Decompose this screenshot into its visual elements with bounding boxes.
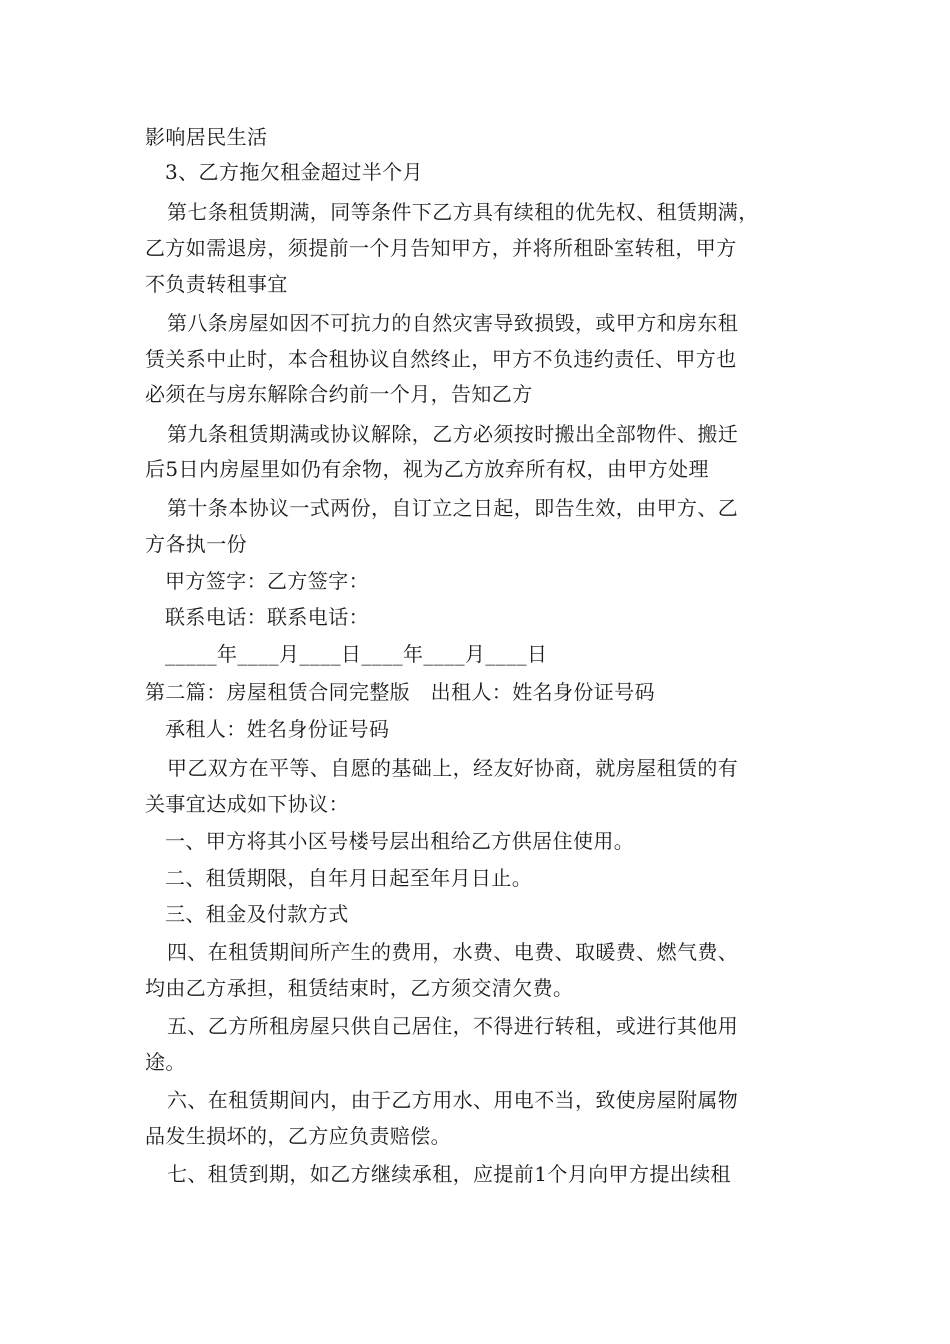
text-line: 第八条房屋如因不可抗力的自然灾害导致损毁，或甲方和房东租 bbox=[167, 311, 739, 335]
text-line: 方各执一份 bbox=[145, 532, 247, 556]
text-line: 七、租赁到期，如乙方继续承租，应提前1个月向甲方提出续租 bbox=[167, 1162, 731, 1186]
text-line: 不负责转租事宜 bbox=[145, 272, 288, 296]
text-line: 第九条租赁期满或协议解除，乙方必须按时搬出全部物件、搬迁 bbox=[167, 422, 739, 446]
text-line: 关事宜达成如下协议： bbox=[145, 792, 349, 816]
text-line: 影响居民生活 bbox=[145, 125, 268, 149]
text-line: 六、在租赁期间内，由于乙方用水、用电不当，致使房屋附属物 bbox=[167, 1088, 739, 1112]
contact-line: 联系电话：联系电话： bbox=[165, 605, 369, 629]
text-line: 第十条本协议一式两份，自订立之日起，即告生效，由甲方、乙 bbox=[167, 496, 739, 520]
text-line: 后5日内房屋里如仍有余物，视为乙方放弃所有权，由甲方处理 bbox=[145, 457, 709, 481]
text-line: 品发生损坏的，乙方应负责赔偿。 bbox=[145, 1124, 451, 1148]
text-line: 均由乙方承担，租赁结束时，乙方须交清欠费。 bbox=[145, 976, 574, 1000]
text-line: 承租人：姓名身份证号码 bbox=[165, 717, 390, 741]
text-line: 赁关系中止时，本合租协议自然终止，甲方不负违约责任、甲方也 bbox=[145, 347, 737, 371]
text-line: 甲乙双方在平等、自愿的基础上，经友好协商，就房屋租赁的有 bbox=[167, 756, 739, 780]
text-line: 必须在与房东解除合约前一个月，告知乙方 bbox=[145, 382, 533, 406]
date-line: _____年____月____日____年____月____日 bbox=[165, 642, 548, 666]
section-heading: 第二篇：房屋租赁合同完整版 出租人：姓名身份证号码 bbox=[145, 680, 655, 704]
text-line: 乙方如需退房，须提前一个月告知甲方，并将所租卧室转租，甲方 bbox=[145, 236, 737, 260]
text-line: 五、乙方所租房屋只供自己居住，不得进行转租，或进行其他用 bbox=[167, 1014, 739, 1038]
text-line: 3、乙方拖欠租金超过半个月 bbox=[165, 160, 423, 184]
text-line: 第七条租赁期满，同等条件下乙方具有续租的优先权、租赁期满， bbox=[167, 200, 759, 224]
text-line: 四、在租赁期间所产生的费用，水费、电费、取暖费、燃气费、 bbox=[167, 940, 739, 964]
text-line: 二、租赁期限，自年月日起至年月日止。 bbox=[165, 866, 533, 890]
signature-line: 甲方签字：乙方签字： bbox=[165, 569, 369, 593]
text-line: 三、租金及付款方式 bbox=[165, 902, 349, 926]
text-line: 一、甲方将其小区号楼号层出租给乙方供居住使用。 bbox=[165, 829, 635, 853]
text-line: 途。 bbox=[145, 1050, 186, 1074]
